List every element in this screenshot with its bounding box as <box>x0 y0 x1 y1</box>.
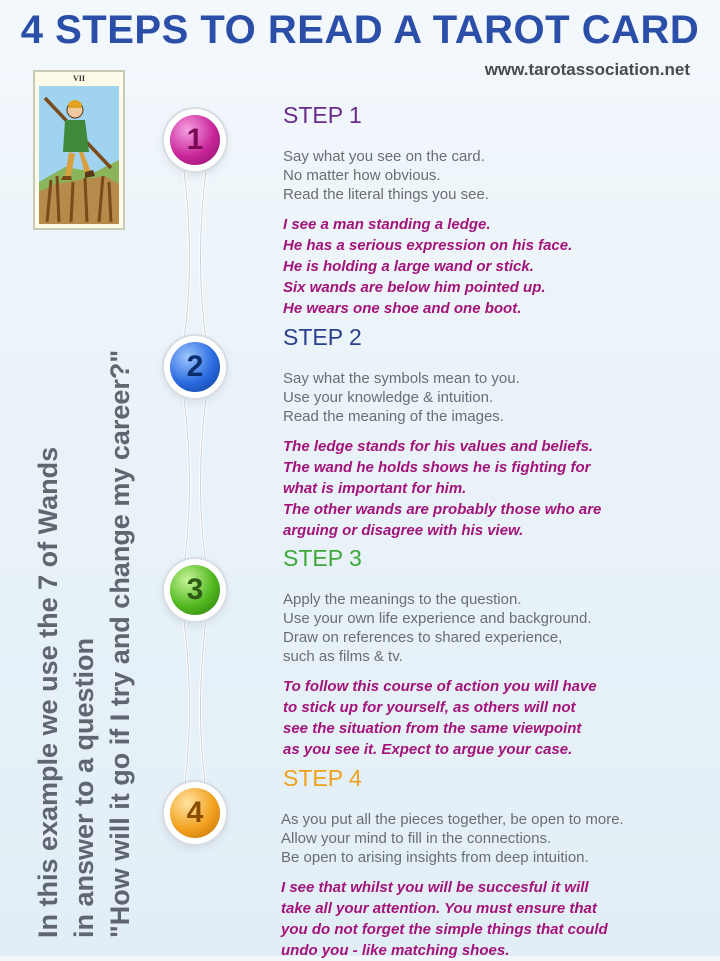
example-line: I see a man standing a ledge. <box>283 216 491 233</box>
example-line: The ledge stands for his values and beliefs. <box>283 438 594 455</box>
instruction-line: Use your own life experience and background. <box>283 610 592 627</box>
side-line-2: in answer to a question <box>69 637 99 938</box>
example-question-text <box>30 248 138 938</box>
example-line: The wand he holds shows he is fighting for <box>283 459 591 476</box>
step-2-section <box>283 324 708 541</box>
example-line: to stick up for yourself, as others will not <box>283 699 576 716</box>
step-1-section <box>283 102 708 319</box>
example-line: see the situation from the same viewpoint <box>283 720 582 737</box>
example-line: Six wands are below him pointed up. <box>283 279 546 296</box>
instruction-line: Use your knowledge & intuition. <box>283 389 494 406</box>
example-line: you do not forget the simple things that could <box>281 921 608 938</box>
step-heading: STEP 4 <box>283 765 362 791</box>
side-line-1: In this example we use the 7 of Wands <box>33 446 63 938</box>
instruction-line: Apply the meanings to the question. <box>283 591 522 608</box>
tarot-card-image <box>33 70 125 230</box>
example-line: as you see it. Expect to argue your case. <box>283 741 573 758</box>
step-heading: STEP 1 <box>283 102 362 128</box>
example-line: He wears one shoe and one boot. <box>283 300 522 317</box>
step-instructions <box>283 369 708 426</box>
instruction-line: Read the meaning of the images. <box>283 408 504 425</box>
instruction-line: Be open to arising insights from deep intuition. <box>281 849 589 866</box>
instruction-line: Allow your mind to fill in the connections. <box>281 830 552 847</box>
example-line: undo you - like matching shoes. <box>281 942 510 959</box>
step-4-section <box>283 765 708 961</box>
step-3-section <box>283 545 708 760</box>
website-link[interactable]: www.tarotassociation.net <box>484 60 690 79</box>
step-4-badge: 4 <box>170 788 220 838</box>
step-instructions <box>283 590 708 666</box>
instruction-line: Say what the symbols mean to you. <box>283 370 520 387</box>
instruction-line: Draw on references to shared experience, <box>283 629 563 646</box>
step-instructions <box>283 147 708 204</box>
card-numeral: VII <box>72 74 85 83</box>
timeline-connector <box>170 130 220 820</box>
instruction-line: Read the literal things you see. <box>283 186 489 203</box>
instruction-line: As you put all the pieces together, be open to more. <box>281 811 624 828</box>
step-instructions <box>281 810 708 867</box>
step-example <box>281 877 708 961</box>
page-title: 4 STEPS TO READ A TAROT CARD <box>20 8 700 52</box>
example-line: He has a serious expression on his face. <box>283 237 573 254</box>
example-line: The other wands are probably those who are <box>283 501 602 518</box>
example-line: what is important for him. <box>283 480 467 497</box>
example-line: He is holding a large wand or stick. <box>283 258 534 275</box>
step-heading: STEP 2 <box>283 324 362 350</box>
example-line: I see that whilst you will be succesful it will <box>281 879 589 896</box>
step-example <box>283 676 708 760</box>
instruction-line: such as films & tv. <box>283 648 403 665</box>
side-line-3: "How will it go if I try and change my career?" <box>105 349 135 938</box>
step-2-badge: 2 <box>170 342 220 392</box>
step-example <box>283 214 708 319</box>
instruction-line: No matter how obvious. <box>283 167 441 184</box>
instruction-line: Say what you see on the card. <box>283 148 485 165</box>
example-line: take all your attention. You must ensure that <box>281 900 597 917</box>
step-heading: STEP 3 <box>283 545 362 571</box>
step-example <box>283 436 708 541</box>
example-line: arguing or disagree with his view. <box>283 522 524 539</box>
example-line: To follow this course of action you will have <box>283 678 597 695</box>
step-1-badge: 1 <box>170 115 220 165</box>
step-3-badge: 3 <box>170 565 220 615</box>
